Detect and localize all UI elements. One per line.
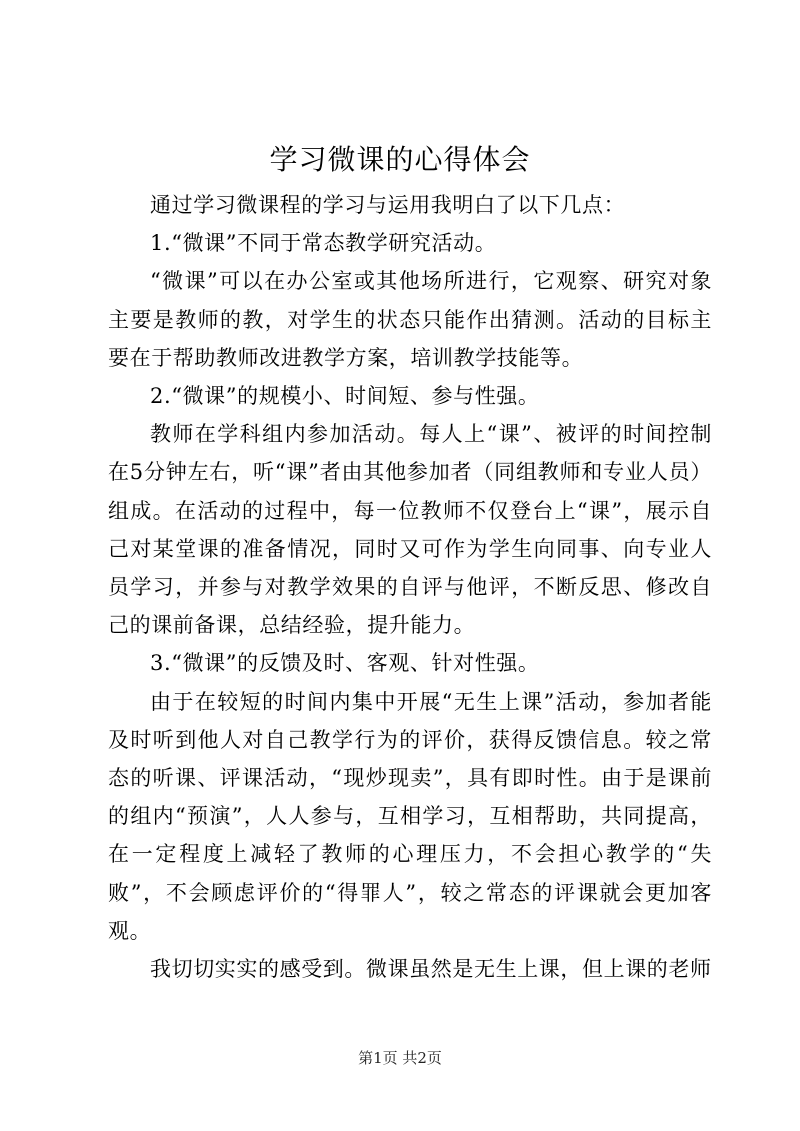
- paragraph-point-2-body: 教师在学科组内参加活动。每人上“课”、被评的时间控制在5分钟左右，听“课”者由其他参加者（同组教师和专业人员）组成。在活动的过程中，每一位教师不仅登台上“课”，展示自己对某堂课的准备情况，同时又可作为学生向同事、向专业人员学习，并参与对教学效果的自评与他评，不断反思、修改自己的课前备课，总结经验，提升能力。: [108, 422, 712, 638]
- paragraph-conclusion: 我切切实实的感受到。微课虽然是无生上课，但上课的老师: [150, 957, 712, 982]
- paragraph-point-1-body: “微课”可以在办公室或其他场所进行，它观察、研究对象主要是教师的教，对学生的状态只能作出猜测。活动的目标主要在于帮助教师改进教学方案，培训教学技能等。: [108, 269, 712, 370]
- paragraph-intro: 通过学习微课程的学习与运用我明白了以下几点：: [150, 193, 626, 217]
- paragraph-point-3-heading: 3.“微课”的反馈及时、客观、针对性强。: [150, 651, 540, 676]
- page-footer: 第1页 共2页: [358, 1049, 442, 1067]
- page-title: 学习微课的心得体会: [269, 143, 531, 176]
- document-body: [108, 186, 712, 988]
- paragraph-point-2-heading: 2.“微课”的规模小、时间短、参与性强。: [150, 384, 540, 409]
- paragraph-point-3-body: 由于在较短的时间内集中开展“无生上课”活动，参加者能及时听到他人对自己教学行为的评价，获得反馈信息。较之常态的听课、评课活动，“现炒现卖”，具有即时性。由于是课前的组内“预演”，人人参与，互相学习，互相帮助，共同提高，在一定程度上减轻了教师的心理压力，不会担心教学的“失败”，不会顾虑评价的“得罪人”，较之常态的评课就会更加客观。: [108, 689, 712, 943]
- paragraph-point-1-heading: 1.“微课”不同于常态教学研究活动。: [150, 231, 497, 256]
